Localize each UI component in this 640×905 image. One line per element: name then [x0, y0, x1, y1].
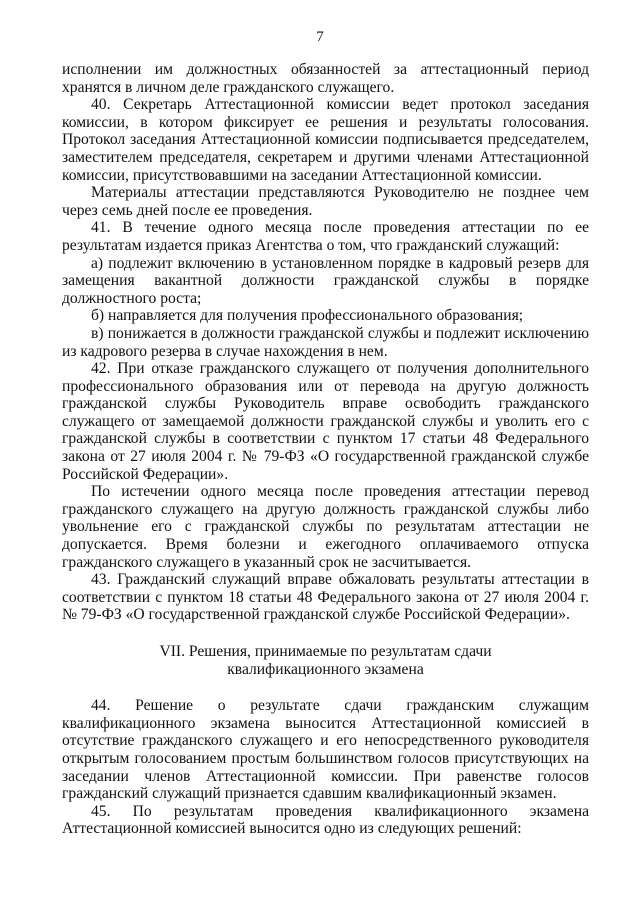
paragraph-45: 45. По результатам проведения квалификационного экзамена Аттестационной комиссией выносится одно из следующих решений: [62, 802, 589, 838]
list-item-a: а) подлежит включению в установленном порядке в кадровый резерв для замещения вакантной должности гражданской службы в порядке должностного роста; [62, 254, 589, 307]
document-body [62, 61, 589, 838]
paragraph-40: 40. Секретарь Аттестационной комиссии ведет протокол заседания комиссии, в котором фиксирует ее решения и результаты голосования. Протокол заседания Аттестационной комиссии подписывается председателем, заместителем председателя, секретарем и другими членами Аттестационной комиссии, присутствовавшими на заседании Аттестационной комиссии. [62, 96, 589, 184]
paragraph-expiry: По истечении одного месяца после проведения аттестации перевод гражданского служащего на другую должность гражданской службы либо увольнение его с гражданской службы по результатам аттестации не допускается. Время болезни и ежегодного оплачиваемого отпуска гражданского служащего в указанный срок не засчитывается. [62, 483, 589, 571]
paragraph-materials: Материалы аттестации представляются Руководителю не позднее чем через семь дней после ее проведения. [62, 184, 589, 219]
paragraph-44: 44. Решение о результате сдачи гражданским служащим квалификационного экзамена выносится Аттестационной комиссией в отсутствие гражданского служащего и его непосредственного руководителя открытым голосованием простым большинством голосов присутствующих на заседании членов Аттестационной комиссии. При равенстве голосов гражданский служащий признается сдавшим квалификационный экзамен. [62, 697, 589, 803]
section-heading-line2: квалификационного экзамена [227, 660, 424, 678]
paragraph-continuation: исполнении им должностных обязанностей за аттестационный период хранятся в личном деле гражданского служащего. [62, 61, 589, 96]
list-item-b: б) направляется для получения профессионального образования; [91, 307, 524, 325]
paragraph-42: 42. При отказе гражданского служащего от получения дополнительного профессионального образования или от перевода на другую должность гражданской службы Руководитель вправе освободить гражданского служащего от замещаемой должности гражданской службы и уволить его с гражданской службы в соответствии с пунктом 17 статьи 48 Федерального закона от 27 июля 2004 г. № 79-ФЗ «О государственной гражданской службе Российской Федерации». [62, 360, 589, 483]
paragraph-41: 41. В течение одного месяца после проведения аттестации по ее результатам издается приказ Агентства о том, что гражданский служащий: [62, 219, 589, 254]
section-heading-line1: VII. Решения, принимаемые по результатам сдачи [159, 643, 492, 660]
section-heading [62, 643, 589, 678]
list-item-v: в) понижается в должности гражданской службы и подлежит исключению из кадрового резерва в случае нахождения в нем. [62, 324, 589, 360]
page-number: 7 [316, 29, 324, 45]
paragraph-43: 43. Гражданский служащий вправе обжаловать результаты аттестации в соответствии с пунктом 18 статьи 48 Федерального закона от 27 июля 2004 г. № 79-ФЗ «О государственной гражданской службе Российской Федерации». [62, 571, 589, 624]
